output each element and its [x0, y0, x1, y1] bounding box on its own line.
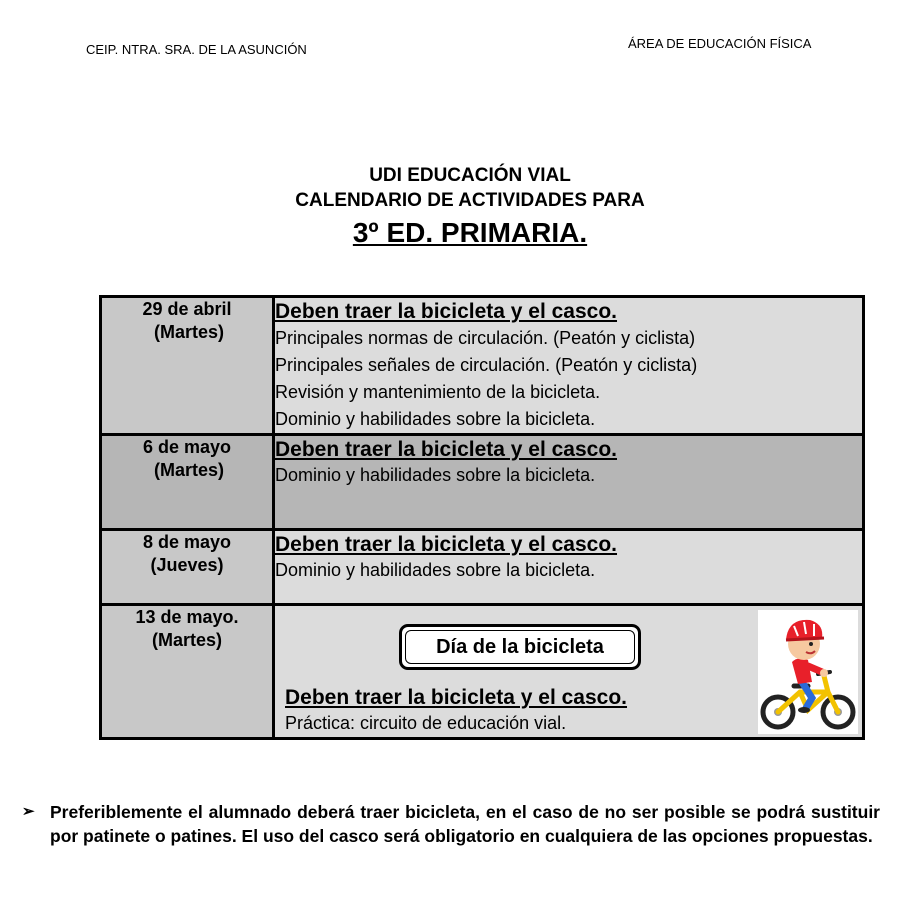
title-line-1: UDI EDUCACIÓN VIAL: [369, 165, 571, 186]
activity-cell: [274, 297, 864, 435]
weekday-text: (Jueves): [150, 555, 224, 575]
activity-cell: [274, 530, 864, 605]
document-title: [0, 164, 920, 250]
table-row: [101, 297, 864, 435]
date-cell: [101, 297, 274, 435]
activity-item: Principales normas de circulación. (Peatón y ciclista): [275, 328, 696, 348]
activity-heading: Deben traer la bicicleta y el casco.: [285, 686, 628, 709]
activity-cell: [274, 605, 864, 739]
activity-heading: Deben traer la bicicleta y el casco.: [275, 300, 618, 323]
activity-item: Revisión y mantenimiento de la bicicleta.: [275, 382, 601, 402]
arrow-bullet-icon: ➢: [22, 803, 35, 820]
activity-cell: [274, 435, 864, 530]
school-name: CEIP. NTRA. SRA. DE LA ASUNCIÓN: [86, 42, 307, 57]
department-name: ÁREA DE EDUCACIÓN FÍSICA: [628, 36, 812, 51]
table-row: [101, 530, 864, 605]
activity-item: Dominio y habilidades sobre la bicicleta.: [275, 409, 596, 429]
table-row: [101, 605, 864, 739]
table-row: [101, 435, 864, 530]
activity-item: Principales señales de circulación. (Peatón y ciclista): [275, 355, 698, 375]
weekday-text: (Martes): [153, 460, 224, 480]
date-text: 13 de mayo.: [135, 607, 239, 627]
footnote-text: Preferiblemente el alumnado deberá traer bicicleta, en el caso de no ser posible se podrá sustituir por patinete o patines. El uso del casco será obligatorio en cualquiera de las opciones propuestas.: [50, 802, 880, 846]
date-cell: [101, 435, 274, 530]
activity-item: Práctica: circuito de educación vial.: [285, 713, 567, 733]
title-line-3: 3º ED. PRIMARIA.: [352, 217, 588, 248]
footnote: [22, 800, 880, 848]
activity-item: Dominio y habilidades sobre la bicicleta.: [275, 560, 596, 580]
weekday-text: (Martes): [153, 322, 224, 342]
title-line-2: CALENDARIO DE ACTIVIDADES PARA: [295, 190, 645, 211]
date-cell: [101, 605, 274, 739]
bicycle-day-badge: [399, 624, 641, 670]
activity-heading: Deben traer la bicicleta y el casco.: [275, 533, 618, 556]
date-cell: [101, 530, 274, 605]
activity-item: Dominio y habilidades sobre la bicicleta.: [275, 465, 596, 485]
badge-label: Día de la bicicleta: [405, 630, 635, 664]
date-text: 29 de abril: [142, 299, 232, 319]
child-on-bicycle-icon: [758, 610, 858, 734]
activity-calendar-table: [99, 295, 865, 740]
date-text: 8 de mayo: [142, 532, 232, 552]
date-text: 6 de mayo: [142, 437, 232, 457]
activity-heading: Deben traer la bicicleta y el casco.: [275, 438, 618, 461]
weekday-text: (Martes): [151, 630, 222, 650]
